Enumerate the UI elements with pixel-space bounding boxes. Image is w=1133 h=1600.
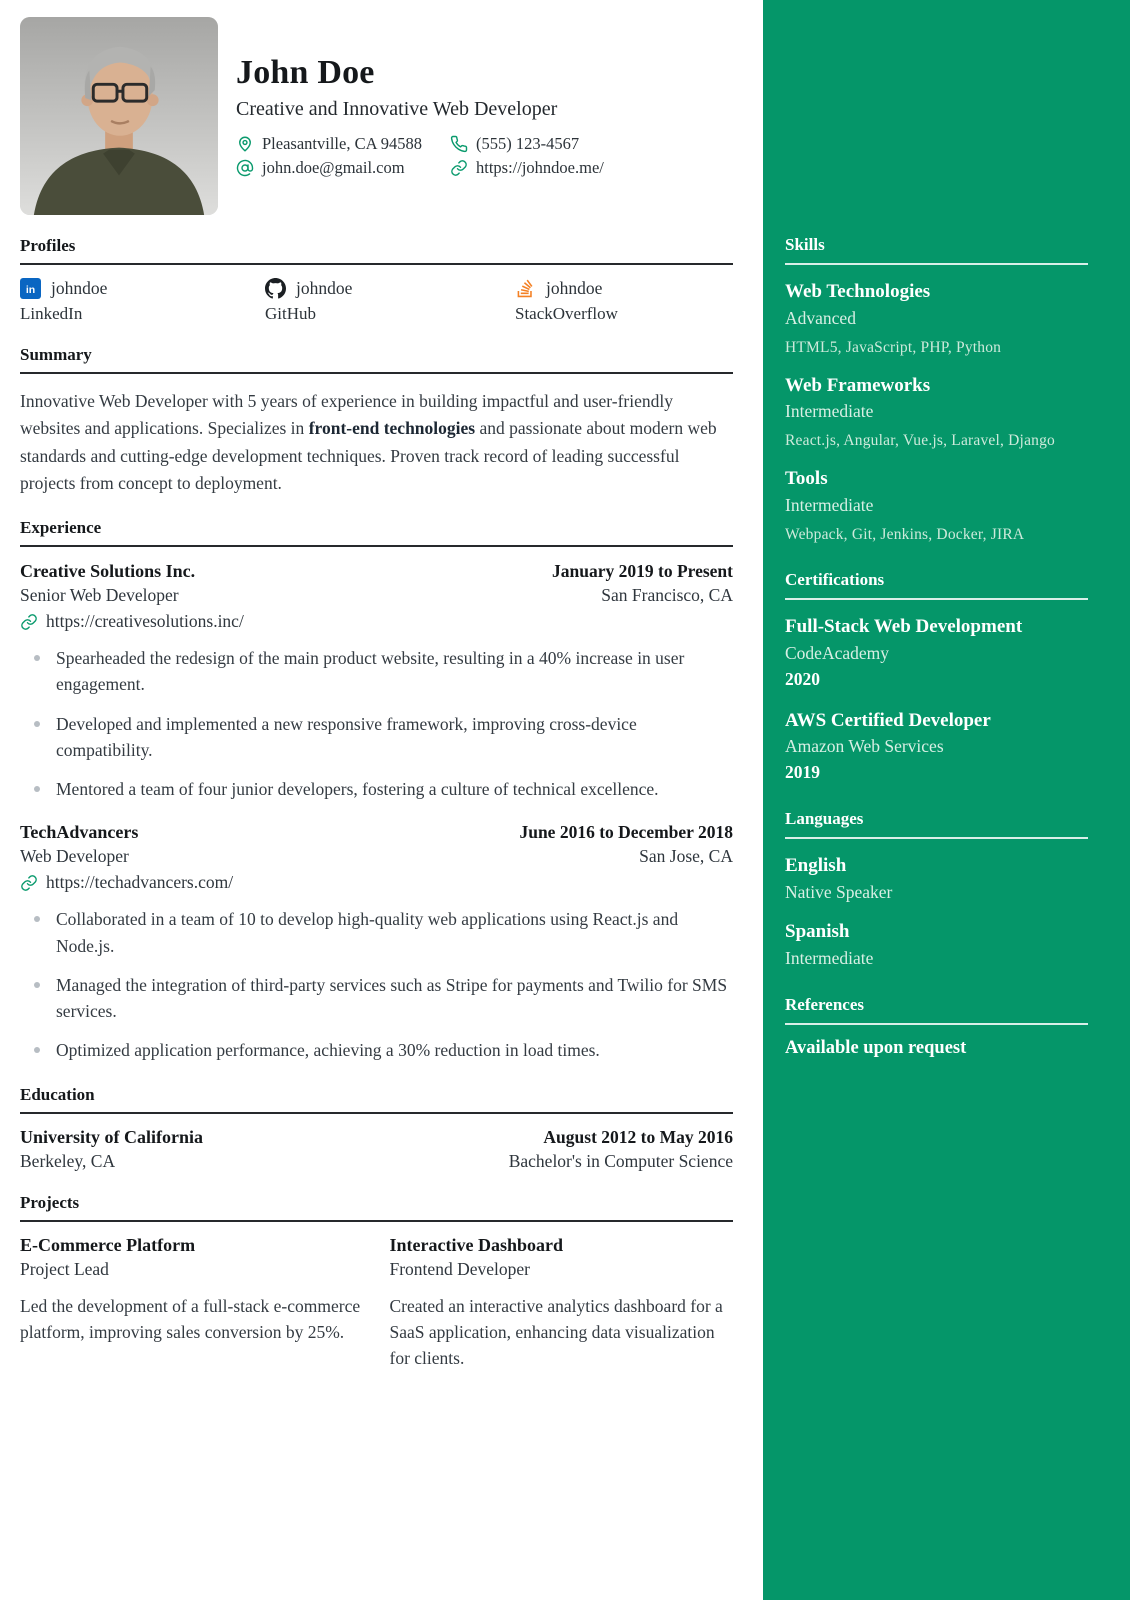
page-title: John Doe	[236, 54, 375, 91]
profile-username[interactable]: johndoe	[546, 278, 603, 298]
headline: Creative and Innovative Web Developer	[236, 98, 558, 121]
project-name: Interactive Dashboard	[389, 1234, 563, 1255]
bullet-item	[20, 645, 733, 698]
sidebar-section-languages	[785, 809, 1088, 968]
github-icon	[265, 278, 286, 299]
profile-linkedin[interactable]	[20, 278, 265, 324]
certification-year: 2020	[785, 668, 820, 689]
project-description: Led the development of a full-stack e-commerce platform, improving sales conversion by 25%.	[20, 1295, 361, 1342]
experience-entry	[20, 561, 733, 802]
skill-name: Web Technologies	[785, 281, 931, 302]
education-dates: August 2012 to May 2016	[543, 1126, 733, 1147]
skill-name: Tools	[785, 468, 828, 490]
bullet-item	[20, 1037, 733, 1063]
section-education	[20, 1085, 733, 1172]
contact-email[interactable]	[236, 158, 450, 178]
school-name: University of California	[20, 1126, 203, 1147]
degree: Bachelor's in Computer Science	[508, 1150, 733, 1171]
bullet-text: Managed the integration of third-party services such as Stripe for payments and Twilio for SMS services.	[56, 974, 728, 1022]
bullet-item	[20, 776, 733, 802]
sidebar-section-references	[785, 995, 1088, 1059]
language-name: English	[785, 855, 847, 877]
certification-year: 2019	[785, 762, 820, 783]
link-icon	[20, 613, 38, 631]
bullet-item	[20, 711, 733, 764]
phone-text[interactable]: (555) 123-4567	[476, 134, 580, 154]
skill-keywords: Webpack, Git, Jenkins, Docker, JIRA	[785, 526, 1025, 544]
website-text[interactable]: https://johndoe.me/	[476, 158, 604, 178]
profile-github[interactable]	[265, 278, 515, 324]
project-name: E-Commerce Platform	[20, 1234, 196, 1255]
job-location: San Jose, CA	[639, 846, 733, 867]
skill-keywords: HTML5, JavaScript, PHP, Python	[785, 338, 1002, 356]
company-name: TechAdvancers	[20, 822, 139, 843]
projects-heading: Projects	[20, 1193, 733, 1222]
education-heading: Education	[20, 1085, 733, 1114]
certification-issuer: Amazon Web Services	[785, 736, 944, 757]
svg-text:in: in	[25, 283, 36, 296]
section-projects	[20, 1193, 733, 1372]
contact-location	[236, 134, 450, 154]
header	[20, 17, 733, 215]
bullet-text: Developed and implemented a new responsive framework, improving cross-device compatibility.	[56, 713, 637, 760]
bullet-text: Spearheaded the redesign of the main product website, resulting in a 40% increase in user engagement.	[56, 648, 685, 695]
section-profiles	[20, 236, 733, 324]
date-range: January 2019 to Present	[552, 561, 733, 582]
certification-entry	[785, 615, 1088, 690]
languages-heading: Languages	[785, 809, 1088, 839]
skill-name: Web Frameworks	[785, 374, 931, 396]
bullet-text: Optimized application performance, achieving a 30% reduction in load times.	[56, 1040, 600, 1061]
contact-website[interactable]	[450, 158, 604, 178]
skill-group	[785, 374, 1088, 451]
profiles-heading: Profiles	[20, 236, 733, 265]
contact-block	[236, 134, 604, 178]
skill-group	[785, 280, 1088, 357]
references-text: Available upon request	[785, 1037, 967, 1058]
contact-phone[interactable]	[450, 134, 579, 154]
bullet-dot	[34, 786, 40, 792]
certification-name: Full-Stack Web Development	[785, 616, 1023, 638]
job-bullets	[20, 906, 733, 1063]
bullet-item	[20, 972, 733, 1025]
bullet-dot	[34, 655, 40, 661]
project-role: Project Lead	[20, 1258, 109, 1279]
certification-issuer: CodeAcademy	[785, 642, 889, 663]
job-location: San Francisco, CA	[601, 585, 733, 606]
date-range: June 2016 to December 2018	[519, 822, 733, 843]
project-entry	[390, 1235, 734, 1372]
job-role: Senior Web Developer	[20, 585, 179, 606]
summary-part2: and passionate about modern web standards and cutting-edge development techniques. Proven track record of leading successful projects from concept to deployment.	[20, 418, 717, 493]
experience-entry	[20, 822, 733, 1063]
bullet-dot	[34, 982, 40, 988]
experience-heading: Experience	[20, 518, 733, 547]
location-text: Pleasantville, CA 94588	[262, 134, 422, 154]
link-icon	[20, 874, 38, 892]
summary-part1: Innovative Web Developer with 5 years of experience in building impactful and user-friendly websites and applications. Specializes in	[20, 391, 673, 439]
sidebar-section-skills	[785, 235, 1088, 544]
job-bullets	[20, 645, 733, 802]
email-text[interactable]: john.doe@gmail.com	[262, 158, 405, 178]
skill-level: Advanced	[785, 307, 856, 328]
summary-bold: front-end technologies	[308, 418, 476, 439]
bullet-dot	[34, 721, 40, 727]
project-role: Frontend Developer	[389, 1258, 530, 1279]
company-url[interactable]: https://creativesolutions.inc/	[46, 611, 244, 632]
map-pin-icon	[236, 135, 254, 153]
education-entry	[20, 1127, 733, 1172]
profile-stackoverflow[interactable]	[515, 278, 733, 324]
summary-text	[20, 388, 733, 497]
phone-icon	[450, 135, 468, 153]
language-entry	[785, 854, 1088, 903]
certifications-heading: Certifications	[785, 570, 1088, 600]
profile-network: LinkedIn	[20, 304, 83, 323]
profile-username[interactable]: johndoe	[296, 278, 353, 298]
skill-group	[785, 467, 1088, 544]
language-name: Spanish	[785, 921, 850, 943]
profile-photo	[20, 17, 218, 215]
language-entry	[785, 920, 1088, 969]
project-entry	[20, 1235, 364, 1372]
bullet-text: Mentored a team of four junior developers, fostering a culture of technical excellence.	[56, 779, 659, 800]
bullet-text: Collaborated in a team of 10 to develop high-quality web applications using React.js and Node.js.	[56, 909, 679, 956]
sidebar	[763, 0, 1130, 1600]
skill-level: Intermediate	[785, 401, 874, 422]
profile-network: StackOverflow	[515, 304, 618, 323]
certification-entry	[785, 709, 1088, 784]
skills-heading: Skills	[785, 235, 1088, 265]
linkedin-icon	[20, 278, 41, 299]
language-level: Intermediate	[785, 947, 874, 968]
skill-level: Intermediate	[785, 495, 874, 516]
school-location: Berkeley, CA	[20, 1150, 116, 1171]
bullet-item	[20, 906, 733, 959]
section-summary	[20, 345, 733, 497]
bullet-dot	[34, 916, 40, 922]
company-url[interactable]: https://techadvancers.com/	[46, 872, 234, 893]
section-experience	[20, 518, 733, 1064]
language-level: Native Speaker	[785, 882, 893, 903]
sidebar-section-certifications	[785, 570, 1088, 783]
at-sign-icon	[236, 159, 254, 177]
portrait-illustration	[20, 17, 218, 215]
job-role: Web Developer	[20, 846, 129, 867]
summary-heading: Summary	[20, 345, 733, 374]
profile-network: GitHub	[265, 304, 316, 323]
link-icon	[450, 159, 468, 177]
certification-name: AWS Certified Developer	[785, 709, 991, 731]
header-info	[218, 17, 604, 215]
profile-username[interactable]: johndoe	[51, 278, 108, 298]
project-description: Created an interactive analytics dashboard for a SaaS application, enhancing data visualization for clients.	[389, 1295, 723, 1369]
stackoverflow-icon	[515, 278, 536, 299]
bullet-dot	[34, 1047, 40, 1053]
skill-keywords: React.js, Angular, Vue.js, Laravel, Django	[785, 432, 1055, 450]
references-heading: References	[785, 995, 1088, 1025]
company-name: Creative Solutions Inc.	[20, 561, 196, 582]
